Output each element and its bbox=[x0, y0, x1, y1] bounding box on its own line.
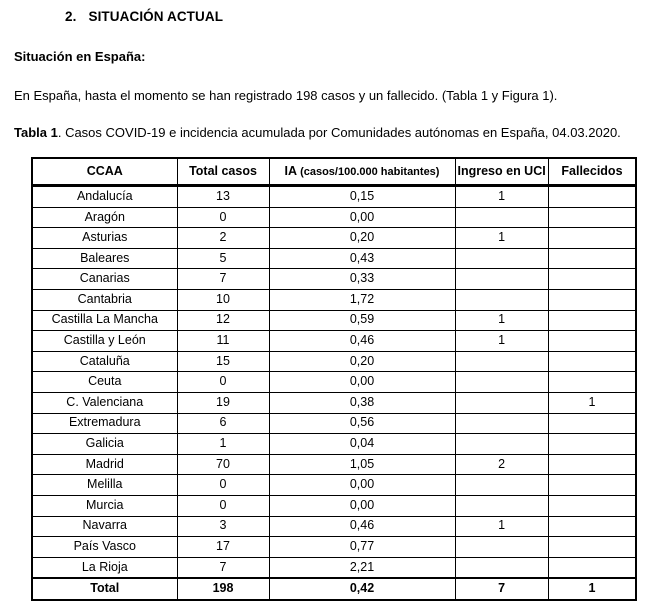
cell-ccaa: Navarra bbox=[32, 516, 177, 537]
cell-uci bbox=[455, 372, 548, 393]
section-heading bbox=[65, 9, 648, 24]
cell-total: 0 bbox=[177, 207, 269, 228]
cell-total: 15 bbox=[177, 351, 269, 372]
table-row bbox=[32, 516, 636, 537]
cell-total: 1 bbox=[177, 434, 269, 455]
cell-ccaa: Melilla bbox=[32, 475, 177, 496]
cell-fallecidos bbox=[548, 331, 636, 352]
cell-ccaa: Asturias bbox=[32, 228, 177, 249]
cell-ia: 0,33 bbox=[269, 269, 455, 290]
cell-total: 7 bbox=[177, 269, 269, 290]
cell-ia: 0,77 bbox=[269, 537, 455, 558]
cell-fallecidos bbox=[548, 248, 636, 269]
cell-fallecidos bbox=[548, 434, 636, 455]
cell-fallecidos bbox=[548, 537, 636, 558]
cell-uci: 1 bbox=[455, 186, 548, 208]
table-row bbox=[32, 392, 636, 413]
cell-uci bbox=[455, 495, 548, 516]
table-row bbox=[32, 413, 636, 434]
header-ingreso-uci: Ingreso en UCI bbox=[455, 158, 548, 186]
cell-ccaa: Castilla y León bbox=[32, 331, 177, 352]
cell-ia: 0,43 bbox=[269, 248, 455, 269]
table-row bbox=[32, 228, 636, 249]
cell-ccaa: Aragón bbox=[32, 207, 177, 228]
header-fallecidos: Fallecidos bbox=[548, 158, 636, 186]
cell-uci bbox=[455, 475, 548, 496]
table-body bbox=[32, 186, 636, 600]
cell-uci: 1 bbox=[455, 310, 548, 331]
cell-ia: 0,46 bbox=[269, 331, 455, 352]
intro-paragraph: En España, hasta el momento se han registrado 198 casos y un fallecido. (Tabla 1 y Figura 1). bbox=[14, 88, 558, 103]
cell-ccaa: C. Valenciana bbox=[32, 392, 177, 413]
cell-uci: 1 bbox=[455, 516, 548, 537]
table-row bbox=[32, 454, 636, 475]
cell-ia: 0,46 bbox=[269, 516, 455, 537]
cell-ia: 0,00 bbox=[269, 475, 455, 496]
table-total-row bbox=[32, 578, 636, 600]
cell-ia: 0,04 bbox=[269, 434, 455, 455]
cell-total: 0 bbox=[177, 495, 269, 516]
cell-total: 12 bbox=[177, 310, 269, 331]
total-cell-fallecidos: 1 bbox=[548, 578, 636, 600]
cell-fallecidos bbox=[548, 310, 636, 331]
cell-ia: 0,59 bbox=[269, 310, 455, 331]
cell-ccaa: Andalucía bbox=[32, 186, 177, 208]
header-ccaa: CCAA bbox=[32, 158, 177, 186]
cell-ia: 0,00 bbox=[269, 207, 455, 228]
cell-total: 70 bbox=[177, 454, 269, 475]
section-title: SITUACIÓN ACTUAL bbox=[88, 9, 224, 24]
cell-uci: 1 bbox=[455, 331, 548, 352]
cell-uci bbox=[455, 269, 548, 290]
header-ia-main: IA bbox=[284, 163, 297, 178]
cell-uci bbox=[455, 351, 548, 372]
cell-fallecidos bbox=[548, 495, 636, 516]
cell-uci bbox=[455, 537, 548, 558]
cell-fallecidos bbox=[548, 207, 636, 228]
cell-ia: 0,00 bbox=[269, 495, 455, 516]
cell-ia: 0,38 bbox=[269, 392, 455, 413]
cell-fallecidos: 1 bbox=[548, 392, 636, 413]
subheading: Situación en España: bbox=[14, 49, 146, 64]
cell-uci bbox=[455, 434, 548, 455]
table-row bbox=[32, 186, 636, 208]
total-cell-ccaa: Total bbox=[32, 578, 177, 600]
cell-total: 0 bbox=[177, 475, 269, 496]
cell-total: 3 bbox=[177, 516, 269, 537]
cell-ccaa: Murcia bbox=[32, 495, 177, 516]
cell-ia: 1,72 bbox=[269, 289, 455, 310]
cell-uci bbox=[455, 392, 548, 413]
cell-ia: 0,20 bbox=[269, 351, 455, 372]
cell-uci: 1 bbox=[455, 228, 548, 249]
cell-ccaa: Ceuta bbox=[32, 372, 177, 393]
cell-total: 5 bbox=[177, 248, 269, 269]
cell-fallecidos bbox=[548, 372, 636, 393]
table-row bbox=[32, 475, 636, 496]
cell-ia: 0,20 bbox=[269, 228, 455, 249]
cell-total: 17 bbox=[177, 537, 269, 558]
cell-uci bbox=[455, 413, 548, 434]
table-row bbox=[32, 248, 636, 269]
table-row bbox=[32, 495, 636, 516]
cell-ccaa: Castilla La Mancha bbox=[32, 310, 177, 331]
cell-fallecidos bbox=[548, 454, 636, 475]
cell-fallecidos bbox=[548, 186, 636, 208]
header-ia bbox=[269, 158, 455, 186]
cell-uci bbox=[455, 207, 548, 228]
cell-total: 0 bbox=[177, 372, 269, 393]
cell-uci bbox=[455, 289, 548, 310]
cell-ia: 0,56 bbox=[269, 413, 455, 434]
table-row bbox=[32, 557, 636, 578]
total-cell-uci: 7 bbox=[455, 578, 548, 600]
cell-ccaa: Baleares bbox=[32, 248, 177, 269]
cell-ccaa: Canarias bbox=[32, 269, 177, 290]
table-row bbox=[32, 434, 636, 455]
cell-fallecidos bbox=[548, 516, 636, 537]
covid-cases-table bbox=[31, 157, 637, 601]
cell-total: 2 bbox=[177, 228, 269, 249]
cell-total: 19 bbox=[177, 392, 269, 413]
section-number: 2. bbox=[65, 9, 77, 24]
cell-ccaa: País Vasco bbox=[32, 537, 177, 558]
cell-ccaa: Extremadura bbox=[32, 413, 177, 434]
cell-fallecidos bbox=[548, 228, 636, 249]
table-caption bbox=[14, 125, 648, 140]
total-cell-total: 198 bbox=[177, 578, 269, 600]
cell-fallecidos bbox=[548, 269, 636, 290]
cell-ia: 1,05 bbox=[269, 454, 455, 475]
table-row bbox=[32, 207, 636, 228]
table-row bbox=[32, 310, 636, 331]
cell-ccaa: La Rioja bbox=[32, 557, 177, 578]
cell-uci bbox=[455, 557, 548, 578]
table-caption-text: . Casos COVID-19 e incidencia acumulada por Comunidades autónomas en España, 04.03.2020. bbox=[57, 125, 621, 140]
cell-total: 6 bbox=[177, 413, 269, 434]
cell-total: 11 bbox=[177, 331, 269, 352]
cell-ia: 0,00 bbox=[269, 372, 455, 393]
table-row bbox=[32, 289, 636, 310]
header-total-casos: Total casos bbox=[177, 158, 269, 186]
table-row bbox=[32, 331, 636, 352]
header-ia-sub: (casos/100.000 habitantes) bbox=[300, 165, 440, 178]
total-cell-ia: 0,42 bbox=[269, 578, 455, 600]
cell-ccaa: Cantabria bbox=[32, 289, 177, 310]
cell-fallecidos bbox=[548, 413, 636, 434]
cell-uci: 2 bbox=[455, 454, 548, 475]
table-row bbox=[32, 537, 636, 558]
cell-fallecidos bbox=[548, 351, 636, 372]
cell-ccaa: Cataluña bbox=[32, 351, 177, 372]
table-row bbox=[32, 372, 636, 393]
table-row bbox=[32, 269, 636, 290]
cell-fallecidos bbox=[548, 289, 636, 310]
cell-fallecidos bbox=[548, 475, 636, 496]
cell-total: 10 bbox=[177, 289, 269, 310]
table-row bbox=[32, 351, 636, 372]
cell-ia: 2,21 bbox=[269, 557, 455, 578]
cell-total: 13 bbox=[177, 186, 269, 208]
cell-ccaa: Madrid bbox=[32, 454, 177, 475]
cell-uci bbox=[455, 248, 548, 269]
table-header bbox=[32, 158, 636, 186]
cell-fallecidos bbox=[548, 557, 636, 578]
cell-ia: 0,15 bbox=[269, 186, 455, 208]
cell-total: 7 bbox=[177, 557, 269, 578]
cell-ccaa: Galicia bbox=[32, 434, 177, 455]
table-caption-label: Tabla 1 bbox=[14, 125, 58, 140]
table-header-row bbox=[32, 158, 636, 186]
